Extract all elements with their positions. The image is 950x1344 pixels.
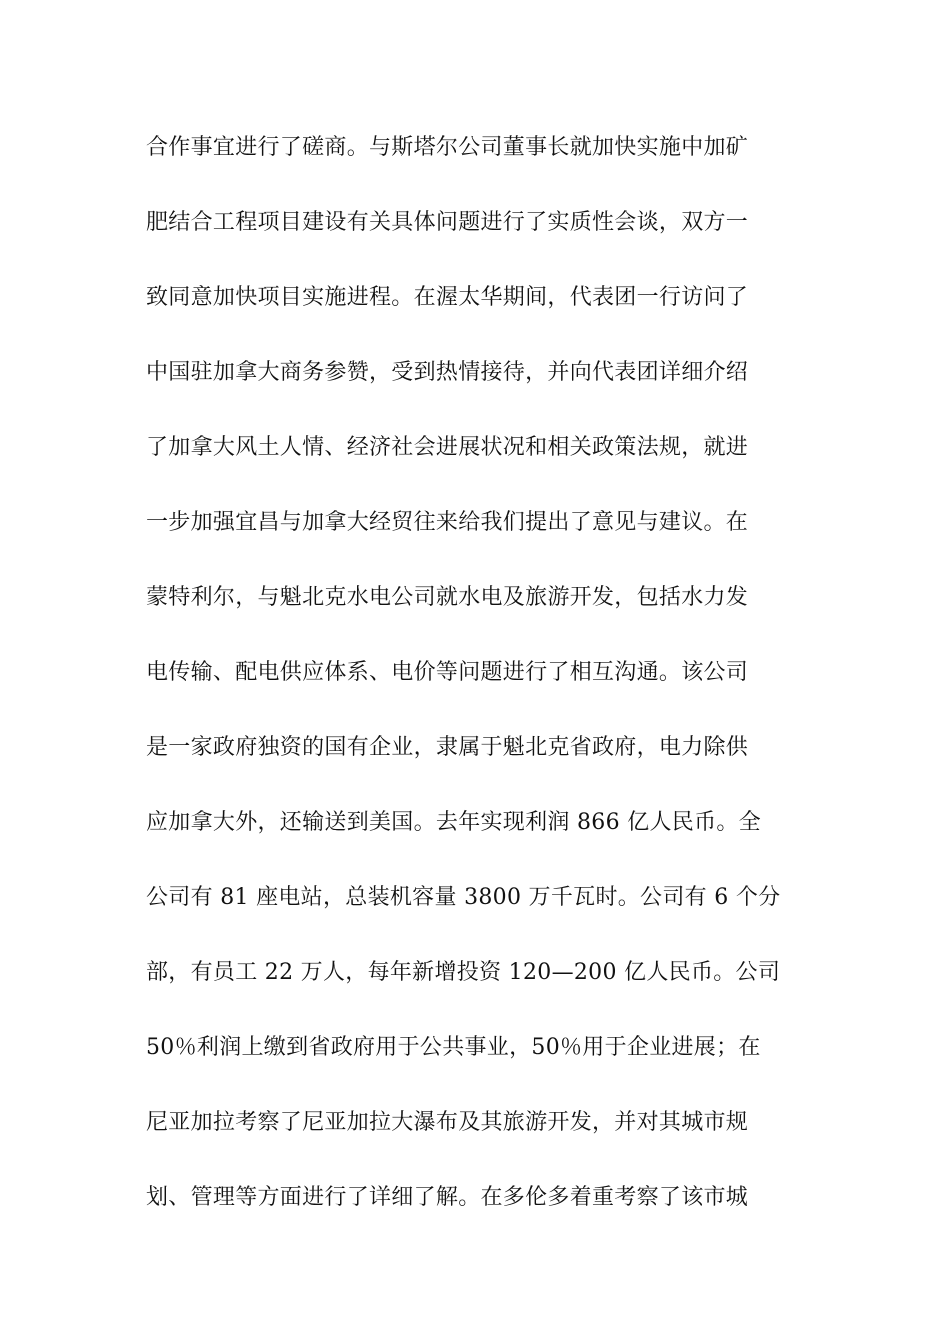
text-line-12: 部，有员工 22 万人，每年新增投资 120—200 亿人民币。公司 <box>146 960 781 985</box>
text-line-5: 了加拿大风土人情、经济社会进展状况和相关政策法规，就进 <box>146 435 749 460</box>
body-text <box>146 130 806 1255</box>
text-line-9: 是一家政府独资的国有企业，隶属于魁北克省政府，电力除供 <box>146 735 749 760</box>
text-line-2: 肥结合工程项目建设有关具体问题进行了实质性会谈，双方一 <box>146 210 749 235</box>
text-line-8: 电传输、配电供应体系、电价等问题进行了相互沟通。该公司 <box>146 660 749 685</box>
text-line-1: 合作事宜进行了磋商。与斯塔尔公司董事长就加快实施中加矿 <box>146 135 749 160</box>
text-line-4: 中国驻加拿大商务参赞，受到热情接待，并向代表团详细介绍 <box>146 360 749 385</box>
text-line-3: 致同意加快项目实施进程。在渥太华期间，代表团一行访问了 <box>146 285 749 310</box>
text-line-7: 蒙特利尔，与魁北克水电公司就水电及旅游开发，包括水力发 <box>146 585 749 610</box>
text-line-10: 应加拿大外，还输送到美国。去年实现利润 866 亿人民币。全 <box>146 810 761 835</box>
text-line-14: 尼亚加拉考察了尼亚加拉大瀑布及其旅游开发，并对其城市规 <box>146 1110 749 1135</box>
text-line-6: 一步加强宜昌与加拿大经贸往来给我们提出了意见与建议。在 <box>146 510 749 535</box>
text-line-11: 公司有 81 座电站，总装机容量 3800 万千瓦时。公司有 6 个分 <box>146 885 781 910</box>
text-line-13: 50％利润上缴到省政府用于公共事业，50％用于企业进展；在 <box>146 1035 761 1060</box>
text-line-15: 划、管理等方面进行了详细了解。在多伦多着重考察了该市城 <box>146 1185 749 1210</box>
